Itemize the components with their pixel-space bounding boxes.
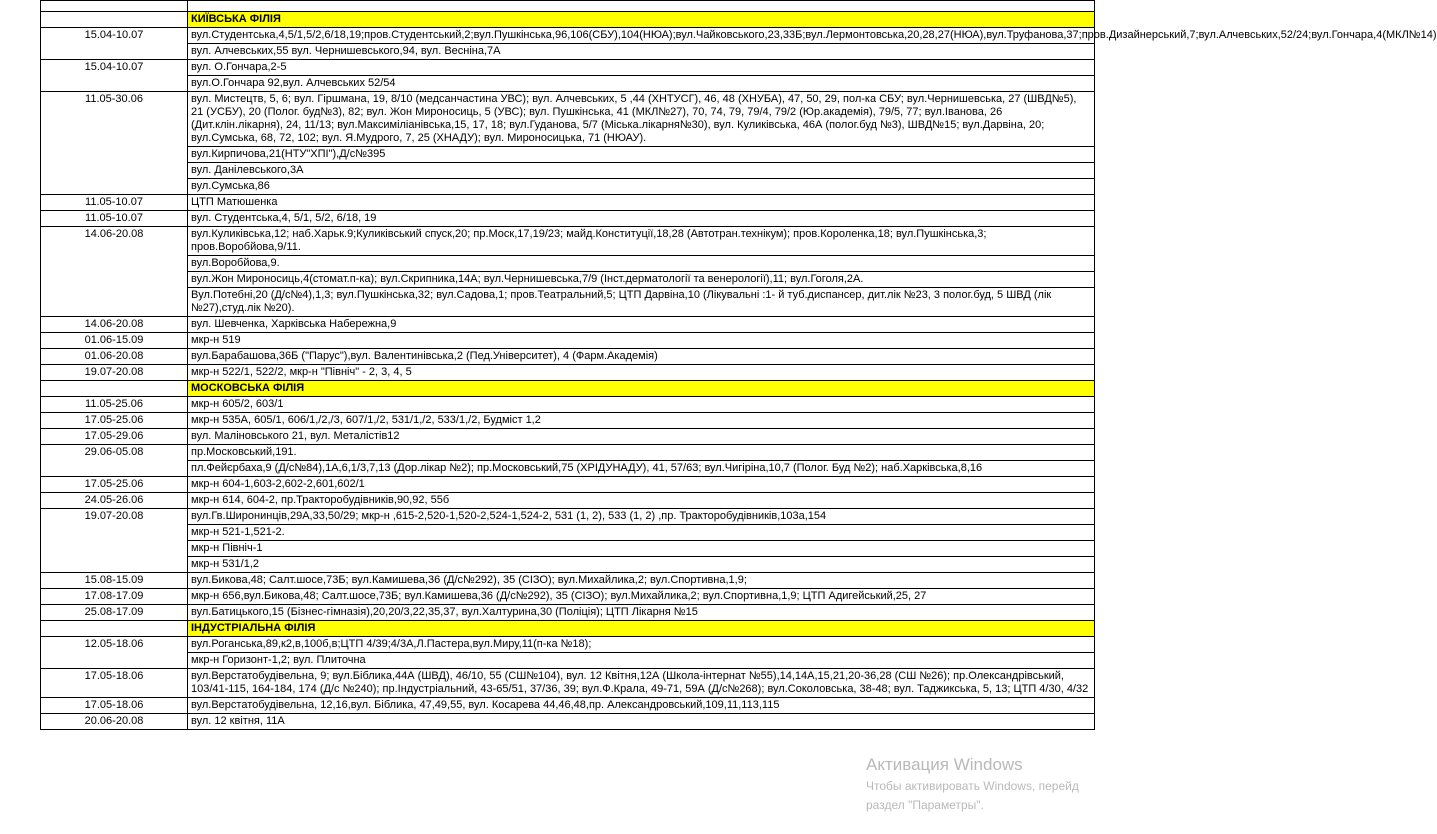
table-row — [41, 211, 1095, 227]
address-cell[interactable]: вул.Бикова,48; Салт.шосе,73Б; вул.Камишева,36 (Д/с№292), 35 (СІЗО); вул.Михайлика,2; вул.Спортивна,1,9; — [188, 573, 1095, 589]
address-cell[interactable]: вул. Данілевського,3А — [188, 163, 1095, 179]
table-row — [41, 179, 1095, 195]
address-cell[interactable]: пл.Фейєрбаха,9 (Д/с№84),1А,6,1/3,7,13 (Дор.лікар №2); пр.Московський,75 (ХРІДУНАДУ), 41, 57/63; вул.Чигіріна,10,7 (Полог. Буд №2); наб.Харківська,8,16 — [188, 461, 1095, 477]
address-cell[interactable]: вул.Гв.Широнинців,29А,33,50/29; мкр-н ,615-2,520-1,520-2,524-1,524-2, 531 (1, 2), 533 (1, 2) ,пр. Тракторобудівників,103а,154 — [188, 509, 1095, 525]
address-cell[interactable]: Вул.Потебні,20 (Д/с№4),1,3; вул.Пушкінська,32; вул.Садова,1; пров.Театральний,5; ЦТП Дарвіна,10 (Лікувальні :1- й туб.диспансер, дит.лік №23, 3 полог.буд, 5 ШВД (лік №27),студ.лік №20). — [188, 288, 1095, 317]
section-title[interactable]: ІНДУСТРІАЛЬНА ФІЛІЯ — [188, 621, 1095, 637]
table-row — [41, 163, 1095, 179]
table-row — [41, 28, 1095, 44]
address-cell[interactable]: вул.Верстатобудівельна, 12,16,вул. Біблика, 47,49,55, вул. Косарева 44,46,48,пр. Александровський,109,11,113,115 — [188, 698, 1095, 714]
table-row — [41, 76, 1095, 92]
schedule-body — [41, 1, 1437, 730]
table-row — [41, 493, 1095, 509]
table-row — [41, 429, 1095, 445]
date-cell[interactable]: 15.04-10.07 — [41, 28, 188, 60]
table-row — [41, 541, 1095, 557]
section-title[interactable]: КИЇВСЬКА ФІЛІЯ — [188, 12, 1095, 28]
address-cell[interactable]: мкр-н 605/2, 603/1 — [188, 397, 1095, 413]
address-cell[interactable]: мкр-н 521-1,521-2. — [188, 525, 1095, 541]
table-row — [41, 669, 1095, 698]
address-cell[interactable]: мкр-н 535А, 605/1, 606/1,/2,/3, 607/1,/2, 531/1,/2, 533/1,/2, Будміст 1,2 — [188, 413, 1095, 429]
date-cell[interactable] — [41, 381, 188, 397]
table-row — [41, 227, 1095, 256]
address-cell[interactable]: мкр-н 519 — [188, 333, 1095, 349]
table-row — [41, 195, 1095, 211]
table-row — [41, 413, 1095, 429]
address-cell[interactable]: вул.Студентська,4,5/1,5/2,6/18,19;пров.Студентський,2;вул.Пушкінська,96,106(СБУ),104(НЮА);вул.Чайковського,23,33Б;вул.Лермонтовська,20,28,27(НЮА),вул.Труфанова,37;пров.Дизайнерський,7;вул.Алчевських,52/24;вул.Гончара,4(МКЛ№14) — [188, 28, 1095, 44]
section-header-row — [41, 621, 1095, 637]
address-cell[interactable]: вул. Алчевських,55 вул. Чернишевського,94, вул. Весніна,7А — [188, 44, 1095, 60]
table-row — [41, 397, 1095, 413]
date-cell[interactable] — [41, 621, 188, 637]
table-row — [41, 525, 1095, 541]
date-cell[interactable]: 24.05-26.06 — [41, 493, 188, 509]
address-cell[interactable]: вул. Шевченка, Харківська Набережна,9 — [188, 317, 1095, 333]
date-cell[interactable]: 12.05-18.06 — [41, 637, 188, 669]
date-cell[interactable] — [41, 1, 188, 12]
table-row — [41, 365, 1095, 381]
address-cell[interactable]: мкр-н 614, 604-2, пр.Тракторобудівників,90,92, 55б — [188, 493, 1095, 509]
table-row — [41, 653, 1095, 669]
table-row — [41, 445, 1095, 461]
date-cell[interactable]: 17.05-25.06 — [41, 477, 188, 493]
date-cell[interactable]: 11.05-25.06 — [41, 397, 188, 413]
date-cell[interactable]: 17.05-18.06 — [41, 698, 188, 714]
address-cell[interactable]: вул.Верстатобудівельна, 9; вул.Біблика,44А (ШВД), 46/10, 55 (СШ№104), вул. 12 Квітня,12А (Школа-інтернат №55),14,14А,15,21,20-36,28 (СШ №26); пр.Олександрівський, 103/41-115, 164-184, 174 (Д/с №240); пр.Індустріальний, 43-65/51, 37/36, 39; вул.Ф.Крала, 49-71, 59А (Д/с№268); вул.Соколовська, 38-48; вул. Таджикська, 5, 13; ЦТП 4/30, 4/32 — [188, 669, 1095, 698]
table-row — [41, 60, 1095, 76]
address-cell[interactable]: вул. Мистецтв, 5, 6; вул. Гіршмана, 19, 8/10 (медсанчастина УВС); вул. Алчевських, 5 ,44 (ХНТУСГ), 46, 48 (ХНУБА), 47, 50, 29, пол-ка СБУ; вул.Чернишевська, 27 (ШВД№5), 21 (УСБУ), 20 (Полог. буд№3), 82; вул. Жон Мироносиць, 5 (УВС); вул. Пушкінська, 41 (МКЛ№27), 70, 74, 79, 79/4, 79/2 (Юр.академія), 79/5, 77; вул.Іванова, 26 (Дит.клін.лікарня), 24, 11/13; вул.Максиміліанівська,15, 17, 18; вул.Гуданова, 5/7 (Міська.лікарня№30), вул. Куликівська, 46А (полог.буд №3), ШВД№15; вул.Дарвіна, 20; вул.Сумська, 68, 72, 102; вул. Я.Мудрого, 7, 25 (ХНАДУ); вул. Мироносицька, 71 (НЮАУ). — [188, 92, 1095, 147]
table-row — [41, 698, 1095, 714]
table-row — [41, 605, 1095, 621]
table-row — [41, 317, 1095, 333]
table-row — [41, 92, 1095, 147]
date-cell[interactable] — [41, 12, 188, 28]
date-cell[interactable]: 15.08-15.09 — [41, 573, 188, 589]
table-row — [41, 637, 1095, 653]
table-row — [41, 509, 1095, 525]
date-cell[interactable]: 20.06-20.08 — [41, 714, 188, 730]
date-cell[interactable]: 11.05-10.07 — [41, 195, 188, 211]
date-cell[interactable]: 25.08-17.09 — [41, 605, 188, 621]
table-row — [41, 589, 1095, 605]
address-cell[interactable]: вул. Студентська,4, 5/1, 5/2, 6/18, 19 — [188, 211, 1095, 227]
date-cell[interactable]: 11.05-30.06 — [41, 92, 188, 195]
date-cell[interactable]: 15.04-10.07 — [41, 60, 188, 92]
windows-activation-title: Активация Windows — [866, 755, 1023, 774]
top-edge-row — [41, 1, 1095, 12]
date-cell[interactable]: 17.05-18.06 — [41, 669, 188, 698]
address-cell[interactable]: вул.Воробйова,9. — [188, 256, 1095, 272]
address-cell[interactable]: вул.Батицького,15 (Бізнес-гімназія),20,20/3,22,35,37, вул.Халтурина,30 (Поліція); ЦТП Лікарня №15 — [188, 605, 1095, 621]
address-cell[interactable]: пр.Московський,191. — [188, 445, 1095, 461]
address-cell[interactable]: вул.Роганська,89,к2,в,100б,в;ЦТП 4/39;4/3А,Л.Пастера,вул.Миру,11(п-ка №18); — [188, 637, 1095, 653]
address-cell[interactable] — [188, 1, 1095, 12]
date-cell[interactable]: 14.06-20.08 — [41, 227, 188, 317]
address-cell[interactable]: вул.Сумська,86 — [188, 179, 1095, 195]
address-cell[interactable]: вул.Барабашова,36Б ("Парус"),вул. Валентинівська,2 (Пед.Університет), 4 (Фарм.Академія) — [188, 349, 1095, 365]
date-cell[interactable]: 11.05-10.07 — [41, 211, 188, 227]
address-cell[interactable]: мкр-н Горизонт-1,2; вул. Плиточна — [188, 653, 1095, 669]
address-cell[interactable]: вул.О.Гончара 92,вул. Алчевських 52/54 — [188, 76, 1095, 92]
address-cell[interactable]: вул.Жон Мироносиць,4(стомат.п-ка); вул.Скрипника,14А; вул.Чернишевська,7/9 (Інст.дерматології та венерології),11; вул.Гоголя,2А. — [188, 272, 1095, 288]
date-cell[interactable]: 19.07-20.08 — [41, 509, 188, 573]
schedule-table — [40, 0, 1437, 730]
address-cell[interactable]: мкр-н Північ-1 — [188, 541, 1095, 557]
table-row — [41, 288, 1095, 317]
table-row — [41, 333, 1095, 349]
table-row — [41, 349, 1095, 365]
date-cell[interactable]: 29.06-05.08 — [41, 445, 188, 477]
address-cell[interactable]: мкр-н 531/1,2 — [188, 557, 1095, 573]
date-cell[interactable]: 14.06-20.08 — [41, 317, 188, 333]
date-cell[interactable]: 01.06-15.09 — [41, 333, 188, 349]
table-row — [41, 44, 1095, 60]
section-title[interactable]: МОСКОВСЬКА ФІЛІЯ — [188, 381, 1095, 397]
address-cell[interactable]: мкр-н 522/1, 522/2, мкр-н "Північ" - 2, 3, 4, 5 — [188, 365, 1095, 381]
section-header-row — [41, 12, 1095, 28]
table-row — [41, 477, 1095, 493]
address-cell[interactable]: вул. 12 квітня, 11А — [188, 714, 1095, 730]
date-cell[interactable]: 17.05-29.06 — [41, 429, 188, 445]
table-row — [41, 272, 1095, 288]
date-cell[interactable]: 17.08-17.09 — [41, 589, 188, 605]
address-cell[interactable]: вул. Маліновського 21, вул. Металістів12 — [188, 429, 1095, 445]
table-row — [41, 557, 1095, 573]
table-row — [41, 573, 1095, 589]
table-row — [41, 256, 1095, 272]
section-header-row — [41, 381, 1095, 397]
table-row — [41, 147, 1095, 163]
address-cell[interactable]: мкр-н 604-1,603-2,602-2,601,602/1 — [188, 477, 1095, 493]
windows-activation-line: раздел "Параметры". — [866, 798, 984, 812]
date-cell[interactable]: 01.06-20.08 — [41, 349, 188, 365]
date-cell[interactable]: 17.05-25.06 — [41, 413, 188, 429]
address-cell[interactable]: мкр-н 656,вул.Бикова,48; Салт.шосе,73Б; вул.Камишева,36 (Д/с№292), 35 (СІЗО); вул.Михайлика,2; вул.Спортивна,1,9; ЦТП Адигейський,25, 27 — [188, 589, 1095, 605]
address-cell[interactable]: вул. О.Гончара,2-5 — [188, 60, 1095, 76]
table-row — [41, 714, 1095, 730]
address-cell[interactable]: вул.Куликівська,12; наб.Харьк.9;Куликівський спуск,20; пр.Моск,17,19/23; майд.Конституції,18,28 (Автотран.технікум); пров.Короленка,18; вул.Пушкінська,3; пров.Воробйова,9/11. — [188, 227, 1095, 256]
address-cell[interactable]: вул.Кирпичова,21(НТУ"ХПІ"),Д/с№395 — [188, 147, 1095, 163]
table-row — [41, 461, 1095, 477]
date-cell[interactable]: 19.07-20.08 — [41, 365, 188, 381]
address-cell[interactable]: ЦТП Матюшенка — [188, 195, 1095, 211]
windows-activation-line: Чтобы активировать Windows, перейд — [866, 779, 1079, 793]
